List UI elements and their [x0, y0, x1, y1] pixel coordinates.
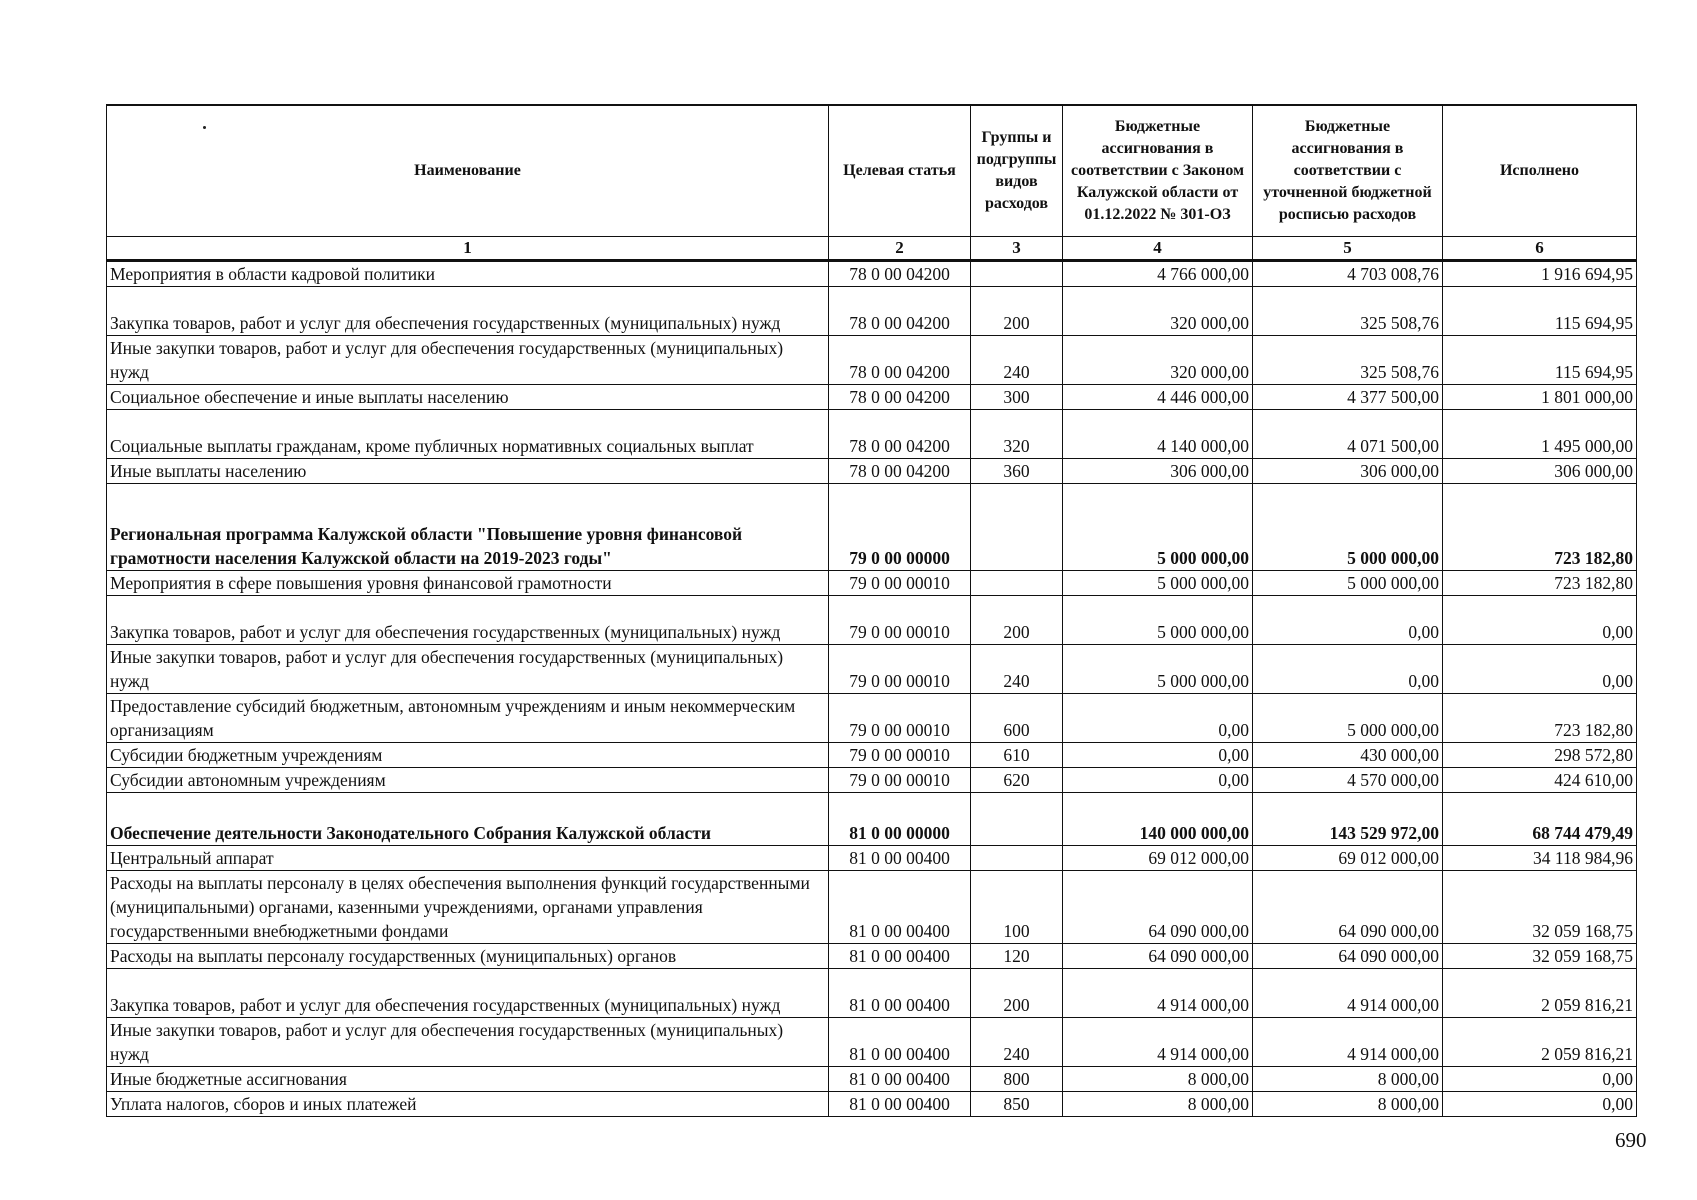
table-row: [107, 944, 1637, 969]
header-target-article: Целевая статья: [829, 105, 971, 237]
row-refined-amount: 4 914 000,00: [1253, 969, 1443, 1018]
row-refined-amount: 5 000 000,00: [1253, 571, 1443, 596]
row-refined-amount: 64 090 000,00: [1253, 944, 1443, 969]
table-row: [107, 459, 1637, 484]
table-row: [107, 645, 1637, 694]
row-refined-amount: 69 012 000,00: [1253, 846, 1443, 871]
row-law-amount: 69 012 000,00: [1063, 846, 1253, 871]
row-expense-group: [971, 571, 1063, 596]
row-law-amount: 8 000,00: [1063, 1092, 1253, 1117]
row-refined-amount: 325 508,76: [1253, 287, 1443, 336]
row-target-article: 78 0 00 04200: [829, 336, 971, 385]
row-expense-group: 240: [971, 645, 1063, 694]
row-law-amount: 0,00: [1063, 768, 1253, 793]
row-law-amount: 4 140 000,00: [1063, 410, 1253, 459]
row-expense-group: 240: [971, 1018, 1063, 1067]
row-target-article: 79 0 00 00010: [829, 645, 971, 694]
row-executed-amount: 1 801 000,00: [1443, 385, 1637, 410]
row-executed-amount: 0,00: [1443, 1092, 1637, 1117]
row-law-amount: 0,00: [1063, 694, 1253, 743]
table-row: [107, 1067, 1637, 1092]
row-target-article: 81 0 00 00400: [829, 1067, 971, 1092]
row-refined-amount: 5 000 000,00: [1253, 694, 1443, 743]
budget-table: [106, 104, 1637, 1117]
row-expense-group: 300: [971, 385, 1063, 410]
row-expense-group: 240: [971, 336, 1063, 385]
row-name: Расходы на выплаты персоналу государственных (муниципальных) органов: [107, 944, 829, 969]
row-target-article: 79 0 00 00010: [829, 743, 971, 768]
table-row: [107, 768, 1637, 793]
row-executed-amount: 1 495 000,00: [1443, 410, 1637, 459]
row-refined-amount: 4 703 008,76: [1253, 261, 1443, 287]
row-refined-amount: 325 508,76: [1253, 336, 1443, 385]
header-executed: Исполнено: [1443, 105, 1637, 237]
row-expense-group: 850: [971, 1092, 1063, 1117]
row-name: Социальные выплаты гражданам, кроме публичных нормативных социальных выплат: [107, 410, 829, 459]
row-executed-amount: 723 182,80: [1443, 571, 1637, 596]
row-executed-amount: 0,00: [1443, 645, 1637, 694]
row-refined-amount: 5 000 000,00: [1253, 484, 1443, 571]
row-expense-group: 600: [971, 694, 1063, 743]
row-executed-amount: 2 059 816,21: [1443, 1018, 1637, 1067]
row-expense-group: [971, 261, 1063, 287]
row-name: Уплата налогов, сборов и иных платежей: [107, 1092, 829, 1117]
row-law-amount: 5 000 000,00: [1063, 596, 1253, 645]
table-row: [107, 571, 1637, 596]
row-target-article: 78 0 00 04200: [829, 287, 971, 336]
row-executed-amount: 2 059 816,21: [1443, 969, 1637, 1018]
table-row: [107, 969, 1637, 1018]
row-name: Закупка товаров, работ и услуг для обеспечения государственных (муниципальных) нужд: [107, 596, 829, 645]
row-name: Субсидии автономным учреждениям: [107, 768, 829, 793]
header-refined-allocations: Бюджетные ассигнования в соответствии с уточненной бюджетной росписью расходов: [1253, 105, 1443, 237]
row-target-article: 78 0 00 04200: [829, 261, 971, 287]
row-expense-group: [971, 846, 1063, 871]
row-expense-group: 120: [971, 944, 1063, 969]
row-executed-amount: 115 694,95: [1443, 287, 1637, 336]
row-executed-amount: 32 059 168,75: [1443, 871, 1637, 944]
row-refined-amount: 143 529 972,00: [1253, 793, 1443, 846]
header-law-allocations: Бюджетные ассигнования в соответствии с Законом Калужской области от 01.12.2022 № 301-ОЗ: [1063, 105, 1253, 237]
row-target-article: 81 0 00 00400: [829, 944, 971, 969]
row-expense-group: 200: [971, 969, 1063, 1018]
row-refined-amount: 8 000,00: [1253, 1092, 1443, 1117]
row-law-amount: 140 000 000,00: [1063, 793, 1253, 846]
row-target-article: 81 0 00 00400: [829, 1018, 971, 1067]
row-target-article: 79 0 00 00000: [829, 484, 971, 571]
row-target-article: 81 0 00 00000: [829, 793, 971, 846]
row-law-amount: 4 914 000,00: [1063, 1018, 1253, 1067]
row-name: Мероприятия в сфере повышения уровня финансовой грамотности: [107, 571, 829, 596]
header-expense-groups: Группы и подгруппы видов расходов: [971, 105, 1063, 237]
row-target-article: 81 0 00 00400: [829, 1092, 971, 1117]
row-name: Иные выплаты населению: [107, 459, 829, 484]
table-row: [107, 596, 1637, 645]
row-executed-amount: 34 118 984,96: [1443, 846, 1637, 871]
row-executed-amount: 68 744 479,49: [1443, 793, 1637, 846]
row-target-article: 79 0 00 00010: [829, 768, 971, 793]
row-name: Мероприятия в области кадровой политики: [107, 261, 829, 287]
row-target-article: 81 0 00 00400: [829, 846, 971, 871]
row-refined-amount: 306 000,00: [1253, 459, 1443, 484]
table-row-section: [107, 793, 1637, 846]
row-expense-group: 800: [971, 1067, 1063, 1092]
row-target-article: 79 0 00 00010: [829, 596, 971, 645]
row-name: Социальное обеспечение и иные выплаты населению: [107, 385, 829, 410]
table-row: [107, 1092, 1637, 1117]
row-target-article: 79 0 00 00010: [829, 571, 971, 596]
column-number: 6: [1443, 237, 1637, 261]
row-executed-amount: 306 000,00: [1443, 459, 1637, 484]
row-expense-group: [971, 484, 1063, 571]
table-row: [107, 385, 1637, 410]
row-law-amount: 4 766 000,00: [1063, 261, 1253, 287]
row-target-article: 78 0 00 04200: [829, 459, 971, 484]
row-name: Расходы на выплаты персоналу в целях обеспечения выполнения функций государственными (муниципальными) органами, казенными учреждениями, органами управления государственными внебюджетными фондами: [107, 871, 829, 944]
column-number-row: [107, 237, 1637, 261]
row-law-amount: 5 000 000,00: [1063, 484, 1253, 571]
column-number: 3: [971, 237, 1063, 261]
row-name: Иные закупки товаров, работ и услуг для обеспечения государственных (муниципальных) нужд: [107, 1018, 829, 1067]
row-law-amount: 0,00: [1063, 743, 1253, 768]
row-law-amount: 306 000,00: [1063, 459, 1253, 484]
column-number: 1: [107, 237, 829, 261]
row-expense-group: [971, 793, 1063, 846]
row-expense-group: 100: [971, 871, 1063, 944]
row-refined-amount: 0,00: [1253, 645, 1443, 694]
row-refined-amount: 4 570 000,00: [1253, 768, 1443, 793]
table-row-section: [107, 484, 1637, 571]
row-target-article: 78 0 00 04200: [829, 410, 971, 459]
row-target-article: 78 0 00 04200: [829, 385, 971, 410]
row-name: Обеспечение деятельности Законодательного Собрания Калужской области: [107, 793, 829, 846]
table-row: [107, 743, 1637, 768]
row-refined-amount: 4 071 500,00: [1253, 410, 1443, 459]
row-executed-amount: 424 610,00: [1443, 768, 1637, 793]
row-name: Иные закупки товаров, работ и услуг для обеспечения государственных (муниципальных) нужд: [107, 336, 829, 385]
table-row: [107, 287, 1637, 336]
row-expense-group: 620: [971, 768, 1063, 793]
row-name: Закупка товаров, работ и услуг для обеспечения государственных (муниципальных) нужд: [107, 287, 829, 336]
row-refined-amount: 4 914 000,00: [1253, 1018, 1443, 1067]
table-header-row: [107, 105, 1637, 237]
row-name: Предоставление субсидий бюджетным, автономным учреждениям и иным некоммерческим организациям: [107, 694, 829, 743]
row-law-amount: 320 000,00: [1063, 336, 1253, 385]
column-number: 4: [1063, 237, 1253, 261]
row-refined-amount: 64 090 000,00: [1253, 871, 1443, 944]
row-expense-group: 200: [971, 287, 1063, 336]
row-name: Региональная программа Калужской области "Повышение уровня финансовой грамотности населения Калужской области на 2019-2023 годы": [107, 484, 829, 571]
row-refined-amount: 0,00: [1253, 596, 1443, 645]
header-name: Наименование: [107, 105, 829, 237]
table-row: [107, 336, 1637, 385]
table-row: [107, 410, 1637, 459]
row-name: Закупка товаров, работ и услуг для обеспечения государственных (муниципальных) нужд: [107, 969, 829, 1018]
table-row: [107, 846, 1637, 871]
row-executed-amount: 1 916 694,95: [1443, 261, 1637, 287]
table-row: [107, 1018, 1637, 1067]
row-executed-amount: 0,00: [1443, 596, 1637, 645]
table-row: [107, 871, 1637, 944]
row-executed-amount: 32 059 168,75: [1443, 944, 1637, 969]
column-number: 2: [829, 237, 971, 261]
row-name: Иные бюджетные ассигнования: [107, 1067, 829, 1092]
row-executed-amount: 115 694,95: [1443, 336, 1637, 385]
row-target-article: 79 0 00 00010: [829, 694, 971, 743]
row-name: Центральный аппарат: [107, 846, 829, 871]
row-expense-group: 610: [971, 743, 1063, 768]
row-name: Субсидии бюджетным учреждениям: [107, 743, 829, 768]
row-executed-amount: 0,00: [1443, 1067, 1637, 1092]
page-number: 690: [1615, 1128, 1647, 1152]
row-law-amount: 8 000,00: [1063, 1067, 1253, 1092]
row-law-amount: 64 090 000,00: [1063, 944, 1253, 969]
row-law-amount: 64 090 000,00: [1063, 871, 1253, 944]
row-law-amount: 5 000 000,00: [1063, 645, 1253, 694]
column-number: 5: [1253, 237, 1443, 261]
row-expense-group: 320: [971, 410, 1063, 459]
row-refined-amount: 430 000,00: [1253, 743, 1443, 768]
row-expense-group: 360: [971, 459, 1063, 484]
row-law-amount: 320 000,00: [1063, 287, 1253, 336]
row-law-amount: 4 914 000,00: [1063, 969, 1253, 1018]
row-target-article: 81 0 00 00400: [829, 969, 971, 1018]
row-law-amount: 5 000 000,00: [1063, 571, 1253, 596]
row-law-amount: 4 446 000,00: [1063, 385, 1253, 410]
row-executed-amount: 298 572,80: [1443, 743, 1637, 768]
row-refined-amount: 4 377 500,00: [1253, 385, 1443, 410]
row-refined-amount: 8 000,00: [1253, 1067, 1443, 1092]
row-expense-group: 200: [971, 596, 1063, 645]
row-name: Иные закупки товаров, работ и услуг для обеспечения государственных (муниципальных) нужд: [107, 645, 829, 694]
row-executed-amount: 723 182,80: [1443, 694, 1637, 743]
table-row: [107, 261, 1637, 287]
table-row: [107, 694, 1637, 743]
row-target-article: 81 0 00 00400: [829, 871, 971, 944]
row-executed-amount: 723 182,80: [1443, 484, 1637, 571]
